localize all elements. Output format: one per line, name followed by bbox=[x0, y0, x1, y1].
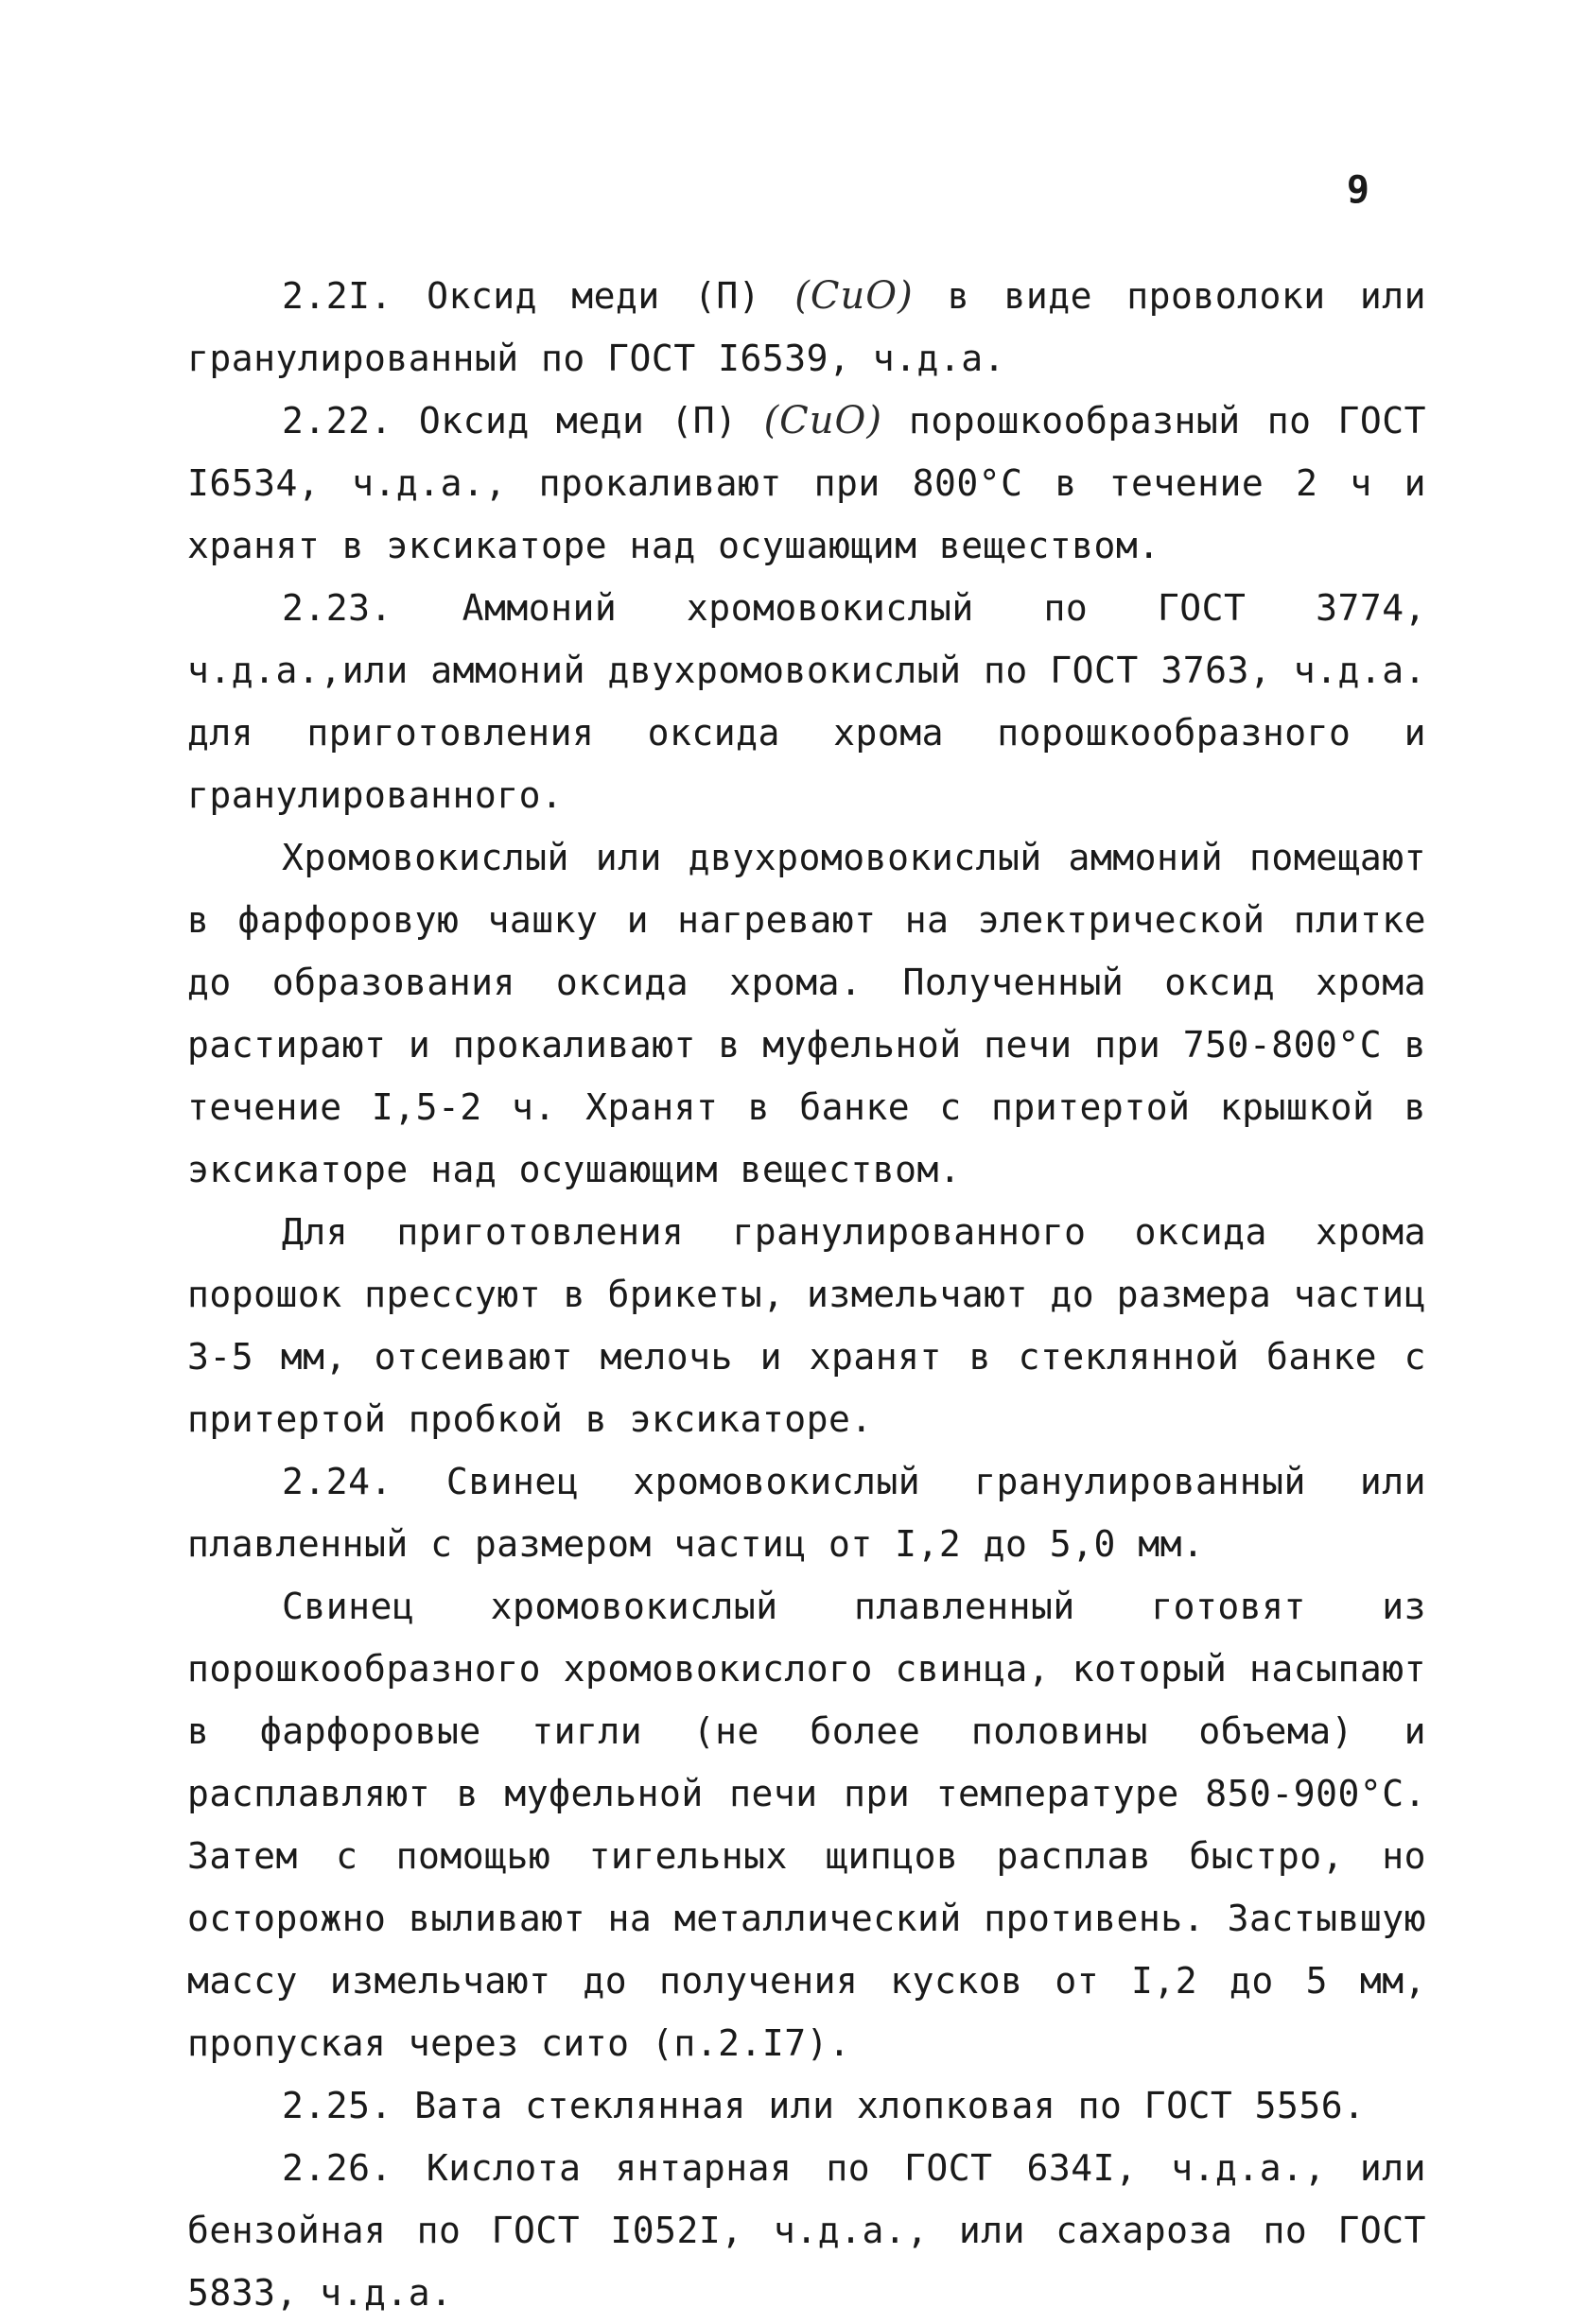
paragraph-2-24: 2.24. Свинец хромовокислый гранулированный или плавленный с размером частиц от I,2 до 5,0 мм. bbox=[187, 1461, 1426, 1565]
handwritten-formula-cuo: (CuO) bbox=[763, 399, 882, 442]
page-number: 9 bbox=[1346, 168, 1369, 212]
paragraph-2-22-rest: порошкообразный по ГОСТ I6534, ч.д.а., прокаливают при 800°С в течение 2 ч и хранят в эксикаторе над осушающим веществом. bbox=[187, 400, 1427, 566]
paragraph-2-23: 2.23. Аммоний хромовокислый по ГОСТ 3774, ч.д.а.,или аммоний двухромовокислый по ГОСТ 3763, ч.д.а. для приготовления оксида хрома порошкообразного и гранулированного. bbox=[187, 587, 1426, 816]
paragraph-2-22-lead: 2.22. Оксид меди (П) bbox=[282, 400, 738, 442]
paragraph-granulated-oxide: Для приготовления гранулированного оксида хрома порошок прессуют в брикеты, измельчают до размера частиц 3-5 мм, отсеивают мелочь и хранят в стеклянной банке с притертой пробкой в эксикаторе. bbox=[187, 1211, 1426, 1440]
paragraph-chromium-oxide-preparation: Хромовокислый или двухромовокислый аммоний помещают в фарфоровую чашку и нагревают на электрической плитке до образования оксида хрома. Полученный оксид хрома растирают и прокаливают в муфельной печи при 750-800°С в течение I,5-2 ч. Хранят в банке с притертой крышкой в эксикаторе над осушающим веществом. bbox=[187, 837, 1426, 1190]
paragraph-2-25: 2.25. Вата стеклянная или хлопковая по ГОСТ 5556. bbox=[282, 2085, 1366, 2126]
handwritten-formula-cuo: (CuO) bbox=[794, 274, 914, 318]
paragraph-2-22 bbox=[187, 390, 1426, 577]
paragraph-2-21-rest: в виде проволоки или гранулированный по ГОСТ I6539, ч.д.а. bbox=[187, 275, 1426, 379]
paragraph-2-26: 2.26. Кислота янтарная по ГОСТ 634I, ч.д.а., или бензойная по ГОСТ I052I, ч.д.а., или сахароза по ГОСТ 5833, ч.д.а. bbox=[187, 2147, 1426, 2314]
paragraph-lead-chromate-preparation: Свинец хромовокислый плавленный готовят из порошкообразного хромовокислого свинца, который насыпают в фарфоровые тигли (не более половины объема) и расплавляют в муфельной печи при температуре 850-900°С. Затем с помощью тигельных щипцов расплав быстро, но осторожно выливают на металлический противень. Застывшую массу измельчают до получения кусков от I,2 до 5 мм, пропуская через сито (п.2.I7). bbox=[187, 1586, 1426, 2064]
paragraph-2-21-lead: 2.2I. Оксид меди (П) bbox=[282, 275, 761, 317]
paragraph-2-21 bbox=[187, 265, 1426, 390]
document-body bbox=[187, 265, 1426, 2324]
